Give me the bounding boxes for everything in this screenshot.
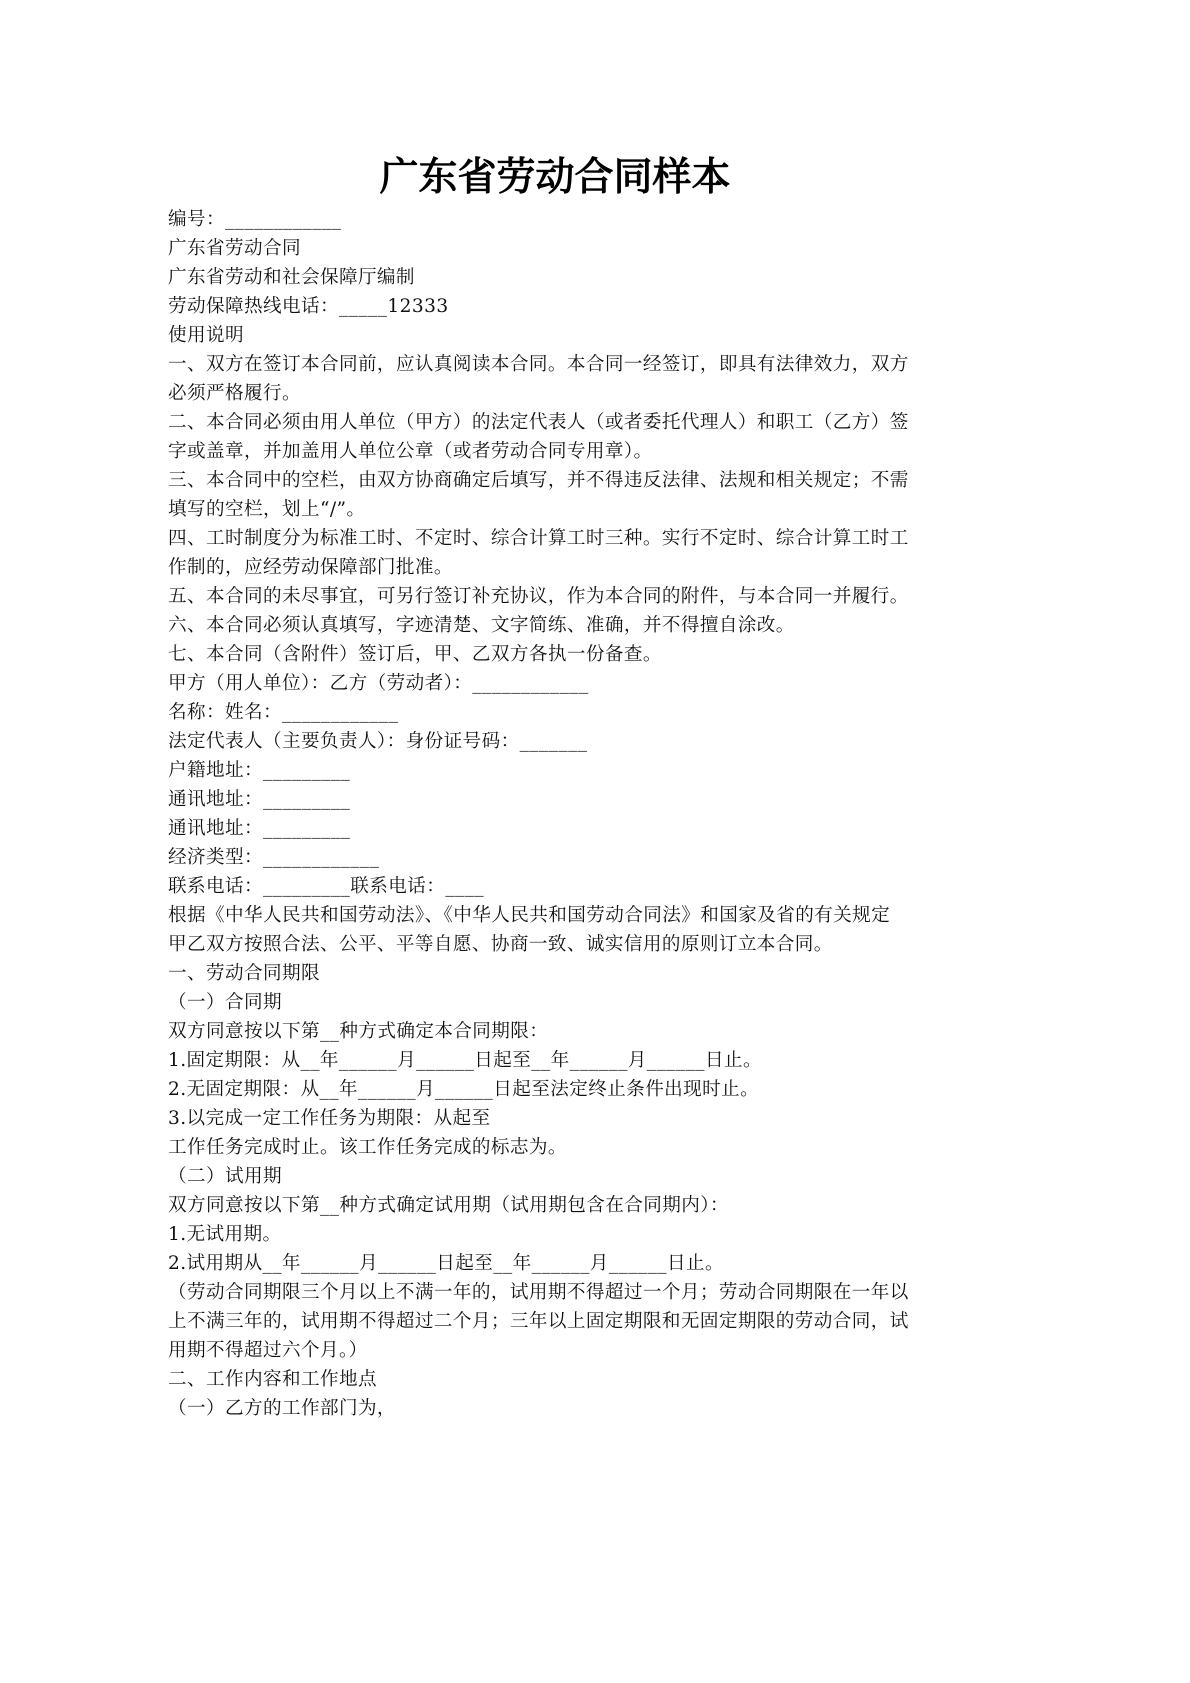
instruction-3-line-2: 填写的空栏，划上“/”。 <box>168 499 366 520</box>
document-title: 广东省劳动合同样本 <box>379 155 731 200</box>
instruction-6: 六、本合同必须认真填写，字迹清楚、文字简练、准确，并不得擅自涂改。 <box>168 615 795 636</box>
contract-name-line: 广东省劳动合同 <box>168 238 301 259</box>
document-body <box>168 205 944 1423</box>
probation-method-line: 双方同意按以下第__种方式确定试用期（试用期包含在合同期内）： <box>168 1195 729 1216</box>
probation-note-line-1: （劳动合同期限三个月以上不满一年的，试用期不得超过一个月；劳动合同期限在一年以 <box>168 1282 909 1303</box>
contact-phone-line: 联系电话：_________联系电话：____ <box>168 876 484 897</box>
instruction-3-line-1: 三、本合同中的空栏，由双方协商确定后填写，并不得违反法律、法规和相关规定；不需 <box>168 470 909 491</box>
instruction-7: 七、本合同（含附件）签订后，甲、乙双方各执一份备查。 <box>168 644 662 665</box>
section-1-heading: 一、劳动合同期限 <box>168 963 320 984</box>
section-2-heading: 二、工作内容和工作地点 <box>168 1369 377 1390</box>
instruction-1-line-1: 一、双方在签订本合同前，应认真阅读本合同。本合同一经签订，即具有法律效力，双方 <box>168 354 909 375</box>
legal-rep-id-line: 法定代表人（主要负责人）：身份证号码：_______ <box>168 731 588 752</box>
economic-type-line: 经济类型：____________ <box>168 847 380 868</box>
instruction-4-line-2: 作制的，应经劳动保障部门批准。 <box>168 557 453 578</box>
fixed-term-line: 1.固定期限：从__年______月______日起至__年______月______日止。 <box>168 1050 762 1071</box>
task-term-line-2: 工作任务完成时止。该工作任务完成的标志为。 <box>168 1137 567 1158</box>
issuer-line: 广东省劳动和社会保障厅编制 <box>168 267 415 288</box>
legal-basis-line-1: 根据《中华人民共和国劳动法》、《中华人民共和国劳动合同法》和国家及省的有关规定 <box>168 905 891 926</box>
work-department-line: （一）乙方的工作部门为， <box>168 1398 396 1419</box>
instruction-4-line-1: 四、工时制度分为标准工时、不定时、综合计算工时三种。实行不定时、综合计算工时工 <box>168 528 909 549</box>
subsection-contract-term: （一）合同期 <box>168 992 282 1013</box>
instruction-2-line-1: 二、本合同必须由用人单位（甲方）的法定代表人（或者委托代理人）和职工（乙方）签 <box>168 412 909 433</box>
instruction-2-line-2: 字或盖章，并加盖用人单位公章（或者劳动合同专用章）。 <box>168 441 653 462</box>
probation-note-line-2: 上不满三年的，试用期不得超过二个月；三年以上固定期限和无固定期限的劳动合同，试 <box>168 1311 909 1332</box>
task-term-line-1: 3.以完成一定工作任务为期限：从起至 <box>168 1108 491 1129</box>
open-term-line: 2.无固定期限：从__年______月______日起至法定终止条件出现时止。 <box>168 1079 760 1100</box>
probation-note-line-3: 用期不得超过六个月。） <box>168 1340 368 1361</box>
probation-period-line: 2.试用期从__年______月______日起至__年______月______日止。 <box>168 1253 724 1274</box>
parties-line: 甲方（用人单位）：乙方（劳动者）：____________ <box>168 673 589 694</box>
instruction-5: 五、本合同的未尽事宜，可另行签订补充协议，作为本合同的附件，与本合同一并履行。 <box>168 586 909 607</box>
name-line: 名称：姓名：____________ <box>168 702 399 723</box>
household-address-line: 户籍地址：_________ <box>168 760 351 781</box>
instruction-1-line-2: 必须严格履行。 <box>168 383 301 404</box>
mailing-address-line-2: 通讯地址：_________ <box>168 818 351 839</box>
hotline-line: 劳动保障热线电话：_____12333 <box>168 296 449 317</box>
subsection-probation: （二）试用期 <box>168 1166 282 1187</box>
term-method-line: 双方同意按以下第__种方式确定本合同期限： <box>168 1021 549 1042</box>
legal-basis-line-2: 甲乙双方按照合法、公平、平等自愿、协商一致、诚实信用的原则订立本合同。 <box>168 934 833 955</box>
no-probation-line: 1.无试用期。 <box>168 1224 282 1245</box>
instructions-heading: 使用说明 <box>168 325 244 346</box>
mailing-address-line-1: 通讯地址：_________ <box>168 789 351 810</box>
contract-number-line: 编号：____________ <box>168 209 342 230</box>
